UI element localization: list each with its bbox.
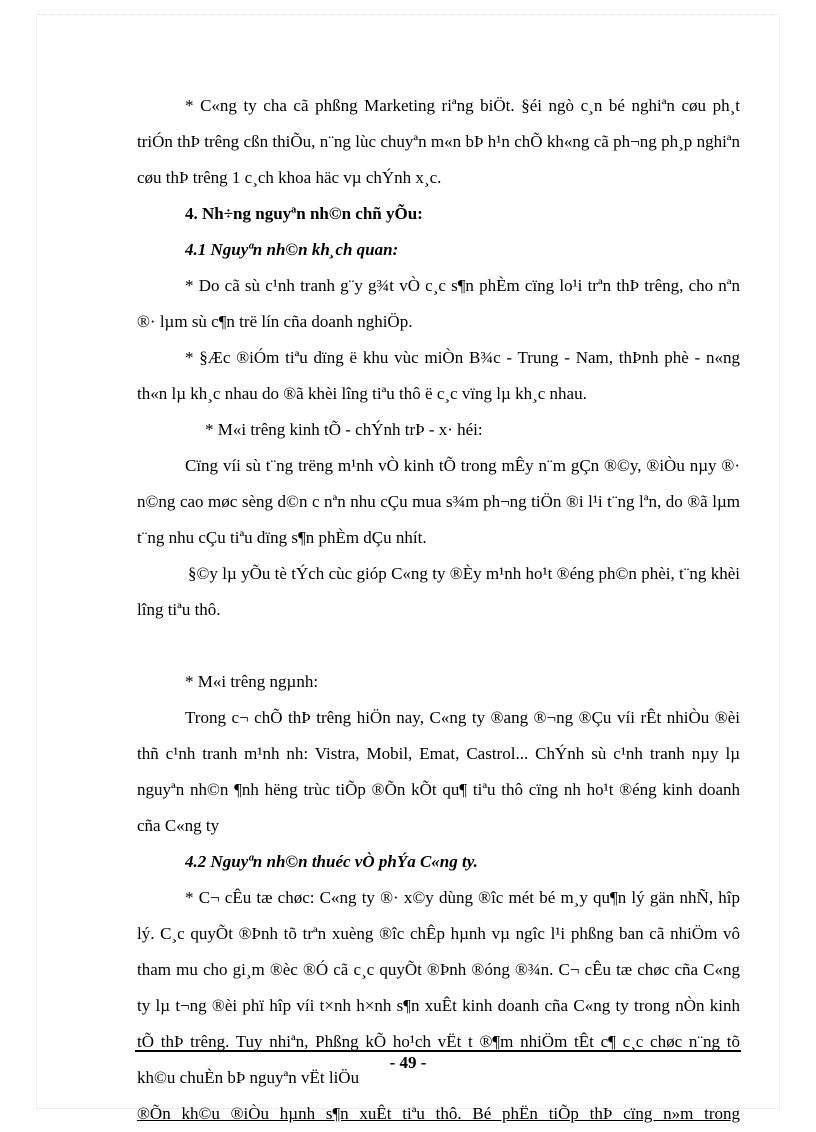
paragraph-competitors: Trong c¬ chÕ thÞ trêng hiÖn nay, C«ng ty ®ang ®¬ng ®Çu víi rÊt nhiÒu ®èi thñ c¹nh tranh m¹nh nh: Vistra, Mobil, Emat, Castrol... ChÝnh sù c¹nh tranh nµy lµ nguyªn nh©n ¶nh hëng trùc tiÕp ®Õn kÕt qu¶ tiªu thô cïng nh ho¹t ®éng kinh doanh cña C«ng ty [137,708,740,835]
heading-company-causes: 4.2 Nguyªn nh©n thuéc vÒ phÝa C«ng ty. [185,852,478,871]
paragraph-industry-environment: * M«i trêng ngµnh: [185,672,319,691]
blank-line [137,628,740,664]
paragraph-positive-factor: §©y lµ yÕu tè tÝch cùc gióp C«ng ty ®Èy m¹nh ho¹t ®éng ph©n phèi, t¨ng khèi lîng tiªu thô. [137,564,740,619]
paragraph-economic-growth: Cïng víi sù t¨ng trëng m¹nh vÒ kinh tÕ trong mÊy n¨m gÇn ®©y, ®iÒu nµy ®· n©ng cao møc sèng d©n c nªn nhu cÇu mua s¾m ph¬ng tiÖn ®i l¹i t¨ng lªn, do ®ã lµm t¨ng nhu cÇu tiªu dïng s¶n phÈm dÇu nhít. [137,456,740,547]
footer-rule [135,1050,741,1052]
paragraph-continued: ®Õn kh©u ®iÒu hµnh s¶n xuÊt tiªu thô. Bé phËn tiÕp thÞ cïng n»m trong [137,1104,740,1123]
paragraph-competition: * Do cã sù c¹nh tranh g¨y g¾t vÒ c¸c s¶n phÈm cïng lo¹i trªn thÞ trêng, cho nªn ®· lµm sù c¶n trë lín cña doanh nghiÖp. [137,276,740,331]
paragraph-economic-environment: * M«i trêng kinh tÕ - chÝnh trÞ - x· héi: [205,420,483,439]
paragraph-consumption-features: * §Æc ®iÓm tiªu dïng ë khu vùc miÒn B¾c - Trung - Nam, thÞnh phè - n«ng th«n lµ kh¸c nhau do ®ã khèi lîng tiªu thô ë c¸c vïng lµ kh¸c nhau. [137,348,740,403]
document-body [137,88,740,1132]
page-number: - 49 - [389,1053,427,1072]
paragraph-marketing: * C«ng ty cha cã phßng Marketing riªng biÖt. §éi ngò c¸n bé nghiªn cøu ph¸t triÓn thÞ trêng cßn thiÕu, n¨ng lùc chuyªn m«n bÞ h¹n chÕ kh«ng cã ph¬ng ph¸p nghiªn cøu thÞ trêng 1 c¸ch khoa häc vµ chÝnh x¸c. [137,96,740,187]
heading-objective-causes: 4.1 Nguyªn nh©n kh¸ch quan: [185,240,399,259]
paragraph-organization-structure: * C¬ cÊu tæ chøc: C«ng ty ®· x©y dùng ®îc mét bé m¸y qu¶n lý gän nhÑ, hîp lý. C¸c quyÕt ®Þnh tõ trªn xuèng ®îc chÊp hµnh vµ ngîc l¹i phßng ban cã nhiÖm vô tham mu cho gi¸m ®èc ®Ó cã c¸c quyÕt ®Þnh ®óng ®¾n. C¬ cÊu tæ chøc cña C«ng ty lµ t¬ng ®èi phï hîp víi t×nh h×nh s¶n xuÊt kinh doanh cña C«ng ty trong nÒn kinh tÕ thÞ trêng. Tuy nhiªn, Phßng kÕ ho¹ch vËt t ®¶m nhiÖm tÊt c¶ c¸c chøc n¨ng tõ kh©u chuÈn bÞ nguyªn vËt liÖu [137,888,740,1087]
heading-main-causes: 4. Nh÷ng nguyªn nh©n chñ yÕu: [185,204,423,223]
